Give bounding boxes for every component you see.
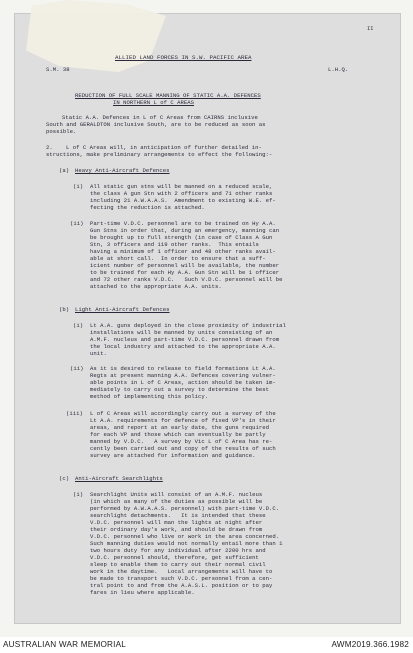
b-i-line: the local industry and attached to the appropriate A.A.: [90, 343, 276, 350]
a-ii-line: be brought up to full strength (in case of Class A Gun: [90, 234, 273, 241]
section-b-label: (b): [59, 306, 70, 313]
b-iii-line: for each VP and those which can eventually be partly: [90, 431, 266, 438]
c-i-line: Searchlight Units will consist of an A.M.F. nucleus: [90, 491, 263, 498]
a-i-line: the class A gun Stn with 2 officers and 71 other ranks: [90, 190, 273, 197]
header-title: ALLIED LAND FORCES IN S.W. PACIFIC AREA: [115, 54, 252, 61]
c-i-line: Such manning duties would not normally entail more than 1: [90, 540, 283, 547]
a-i-line: fecting the reduction is attached.: [90, 204, 205, 211]
b-ii-line: Regts at present manning A.A. Defences covering vulner-: [90, 372, 276, 379]
a-ii-line: Gun Stns in order that, during an emergency, manning can: [90, 227, 280, 234]
para2-number: 2.: [46, 144, 53, 151]
b-iii-line: cently been carried out and copy of the results of such: [90, 445, 276, 452]
subject-line-1: REDUCTION OF FULL SCALE MANNING OF STATIC A.A. DEFENCES: [75, 92, 261, 99]
b-iii-line: L of C Areas will accordingly carry out a survey of the: [90, 410, 276, 417]
para1-line: South and GERALDTON inclusive South, are to be reduced as soon as: [46, 121, 266, 128]
b-ii-line: able points in L of C Areas, action should be taken im-: [90, 379, 276, 386]
c-i-line: V.D.C. personnel will man the lights at night after: [90, 519, 263, 526]
c-i-line: their ordinary day's work, and should be drawn from: [90, 526, 263, 533]
a-ii-line: Part-time V.D.C. personnel are to be trained on Hy A.A.: [90, 220, 276, 227]
a-i-number: (i): [73, 183, 84, 190]
a-i-line: All static gun stns will be manned on a reduced scale,: [90, 183, 273, 190]
a-ii-line: attached to the appropriate A.A. units.: [90, 283, 222, 290]
a-ii-line: to be trained for each Hy A.A. Gun Stn will be 1 officer: [90, 269, 280, 276]
a-i-line: including 21 A.W.A.A.S. Amendment to existing W.E. ef-: [90, 197, 276, 204]
a-ii-line: and 72 other ranks V.D.C. Such V.D.C. personnel will be: [90, 276, 283, 283]
b-ii-line: mediately to carry out a survey to determine the best: [90, 386, 269, 393]
b-iii-line: Lt A.A. requirements for defence of fixed VP's in their: [90, 417, 276, 424]
b-iii-line: manned by V.D.C. A survey by Vic L of C Area has re-: [90, 438, 273, 445]
c-i-line: two hours duty for any individual after 2200 hrs and: [90, 547, 266, 554]
para1-line: Static A.A. Defences in L of C Areas from CAIRNS inclusive: [62, 114, 258, 121]
c-i-line: V.D.C. personnel should, therefore, get sufficient: [90, 554, 259, 561]
b-i-line: installations will be manned by units consisting of an: [90, 329, 273, 336]
section-b-title: Light Anti-Aircraft Defences: [75, 306, 170, 313]
para2-line: L of C Areas will, in anticipation of further detailed in-: [66, 144, 262, 151]
b-ii-number: (ii): [70, 365, 84, 372]
a-ii-line: icient number of personnel will be available, the number: [90, 262, 280, 269]
c-i-line: V.D.C. personnel who live or work in the area concerned.: [90, 533, 280, 540]
c-i-line: work in the daytime. Local arrangements will have to: [90, 568, 273, 575]
c-i-line: sleep to enable them to carry out their normal civil: [90, 561, 266, 568]
subject-line-2: IN NORTHERN L of C AREAS: [113, 99, 195, 106]
b-ii-line: method of implementing this policy.: [90, 393, 209, 400]
section-c-title: Anti-Aircraft Searchlights: [75, 475, 163, 482]
a-ii-line: able at short call. In order to ensure that a suff-: [90, 255, 266, 262]
b-i-number: (i): [73, 322, 84, 329]
b-iii-number: (iii): [66, 410, 83, 417]
b-i-line: A.M.F. nucleus and part-time V.D.C. personnel drawn from: [90, 336, 280, 343]
reference-right: L.H.Q.: [328, 66, 349, 73]
reference-left: S.M. 38: [46, 66, 70, 73]
section-c-label: (c): [59, 475, 70, 482]
c-i-number: (i): [73, 491, 84, 498]
a-ii-line: Stn, 3 officers and 119 other ranks. This entails: [90, 241, 259, 248]
b-ii-line: As it is desired to release to field formations Lt A.A.: [90, 365, 276, 372]
para2-line: structions, make preliminary arrangements to effect the following:-: [46, 151, 273, 158]
footer-institution: AUSTRALIAN WAR MEMORIAL: [3, 640, 127, 649]
b-iii-line: areas, and report at an early date, the guns required: [90, 424, 269, 431]
c-i-line: performed by A.W.A.A.S. personnel) with part-time V.D.C.: [90, 505, 280, 512]
c-i-line: tral point to and from the A.A.S.L. position or to pay: [90, 582, 273, 589]
b-i-line: Lt A.A. guns deployed in the close proximity of industrial: [90, 322, 286, 329]
top-mark: II: [367, 26, 374, 32]
para1-line: possible.: [46, 128, 77, 135]
c-i-line: fares in lieu where applicable.: [90, 589, 195, 596]
b-iii-line: survey are attached for information and guidance.: [90, 452, 256, 459]
section-a-title: Heavy Anti-Aircraft Defences: [75, 167, 170, 174]
b-i-line: unit.: [90, 350, 107, 357]
footer-accession-number: AWM2019.366.1982: [331, 640, 409, 649]
a-ii-line: having a minimum of 1 officer and 48 other ranks avail-: [90, 248, 276, 255]
c-i-line: (in which as many of the duties as possible will be: [90, 498, 263, 505]
c-i-line: be made to transport such V.D.C. personnel from a cen-: [90, 575, 273, 582]
section-a-label: (a): [59, 167, 70, 174]
archive-footer: [0, 637, 413, 653]
a-ii-number: (ii): [70, 220, 84, 227]
c-i-line: searchlight detachments. It is intended that these: [90, 512, 266, 519]
